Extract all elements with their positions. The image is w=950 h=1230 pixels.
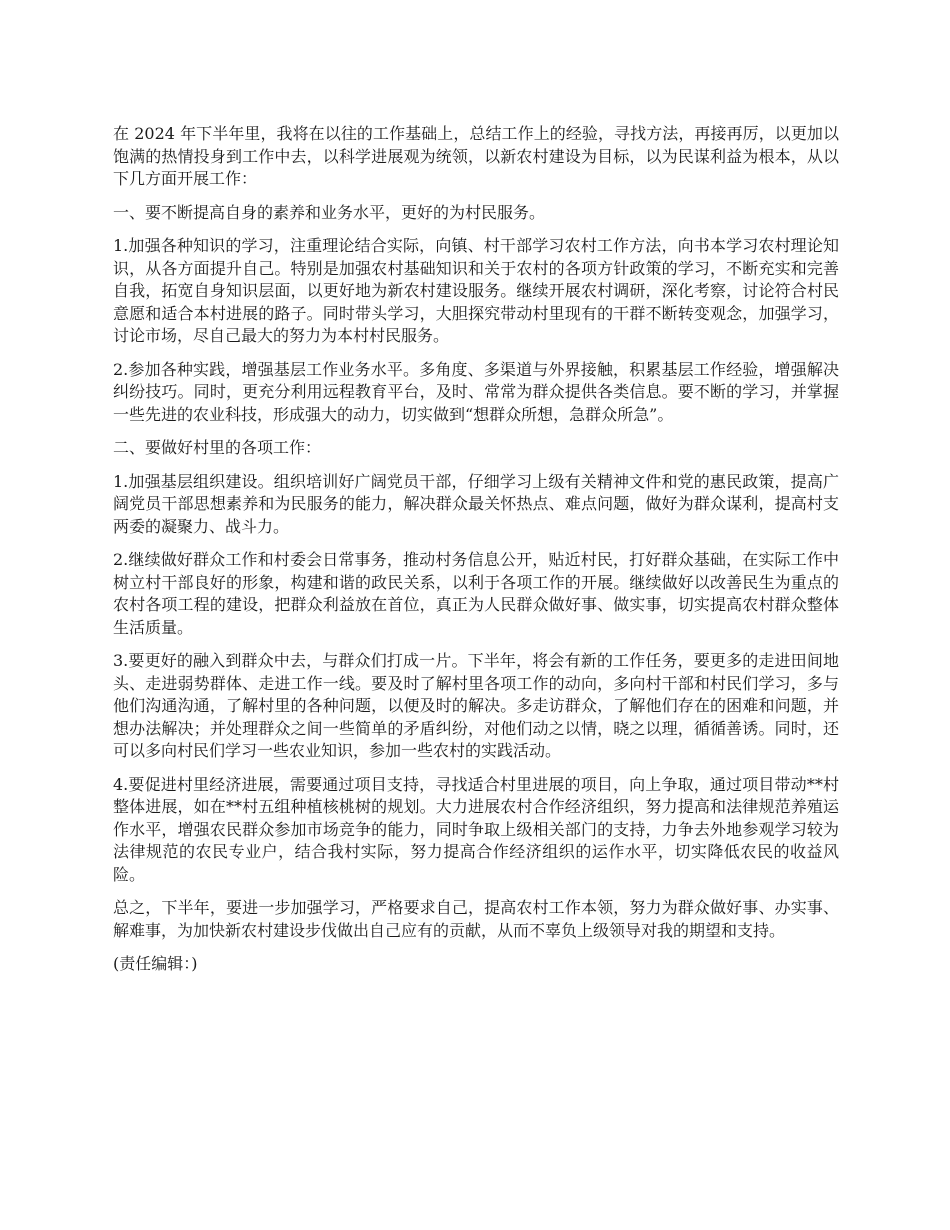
paragraph-2-1: 1.加强基层组织建设。组织培训好广阔党员干部，仔细学习上级有关精神文件和党的惠民政策，提高广阔党员干部思想素养和为民服务的能力，解决群众最关怀热点、难点问题，做好为群众谋利，提高村支两委的凝聚力、战斗力。 (113, 471, 839, 536)
section-heading-2: 二、要做好村里的各项工作： (113, 438, 322, 457)
paragraph-1-2: 2.参加各种实践，增强基层工作业务水平。多角度、多渠道与外界接触，积累基层工作经验，增强解决纠纷技巧。同时，更充分利用远程教育平台，及时、常常为群众提供各类信息。要不断的学习，并掌握一些先进的农业科技，形成强大的动力，切实做到“想群众所想，急群众所急”。 (113, 359, 839, 424)
section-heading-1: 一、要不断提高自身的素养和业务水平，更好的为村民服务。 (113, 202, 546, 222)
paragraph-2-4: 4.要促进村里经济进展，需要通过项目支持，寻找适合村里进展的项目，向上争取，通过项目带动**村整体进展，如在**村五组种植核桃树的规划。大力进展农村合作经济组织，努力提高和法律规范养殖运作水平，增强农民群众参加市场竞争的能力，同时争取上级相关部门的支持，力争去外地参观学习较为法律规范的农民专业户，结合我村实际，努力提高合作经济组织的运作水平，切实降低农民的收益风险。 (113, 774, 839, 884)
paragraph-1-1: 1.加强各种知识的学习，注重理论结合实际，向镇、村干部学习农村工作方法，向书本学习农村理论知识，从各方面提升自己。特别是加强农村基础知识和关于农村的各项方针政策的学习，不断充实和完善自我，拓宽自身知识层面，以更好地为新农村建设服务。继续开展农村调研，深化考察，讨论符合村民意愿和适合本村进展的路子。同时带头学习，大胆探究带动村里现有的干群不断转变观念，加强学习，讨论市场，尽自己最大的努力为本村村民服务。 (113, 236, 839, 345)
paragraph-2-3: 3.要更好的融入到群众中去，与群众们打成一片。下半年，将会有新的工作任务，要更多的走进田间地头、走进弱势群体、走进工作一线。要及时了解村里各项工作的动向，多向村干部和村民们学习，多与他们沟通沟通，了解村里的各种问题，以便及时的解决。多走访群众，了解他们存在的困难和问题，并想办法解决；并处理群众之间一些简单的矛盾纠纷，对他们动之以情，晓之以理，循循善诱。同时，还可以多向村民们学习一些农业知识，参加一些农村的实践活动。 (113, 651, 839, 760)
intro-paragraph: 在 2024 年下半年里，我将在以往的工作基础上，总结工作上的经验，寻找方法，再接再厉，以更加以饱满的热情投身到工作中去，以科学进展观为统领，以新农村建设为目标，以为民谋利益为根本，从以下几方面开展工作： (113, 124, 839, 188)
editor-credit: (责任编辑：) (113, 954, 198, 973)
conclusion-paragraph: 总之，下半年，要进一步加强学习，严格要求自己，提高农村工作本领，努力为群众做好事、办实事、解难事，为加快新农村建设步伐做出自己应有的贡献，从而不辜负上级领导对我的期望和支持。 (113, 898, 839, 940)
paragraph-2-2: 2.继续做好群众工作和村委会日常事务，推动村务信息公开，贴近村民，打好群众基础，在实际工作中树立村干部良好的形象，构建和谐的政民关系，以利于各项工作的开展。继续做好以改善民生为重点的农村各项工程的建设，把群众利益放在首位，真正为人民群众做好事、做实事，切实提高农村群众整体生活质量。 (113, 550, 839, 637)
document-body (113, 123, 839, 987)
